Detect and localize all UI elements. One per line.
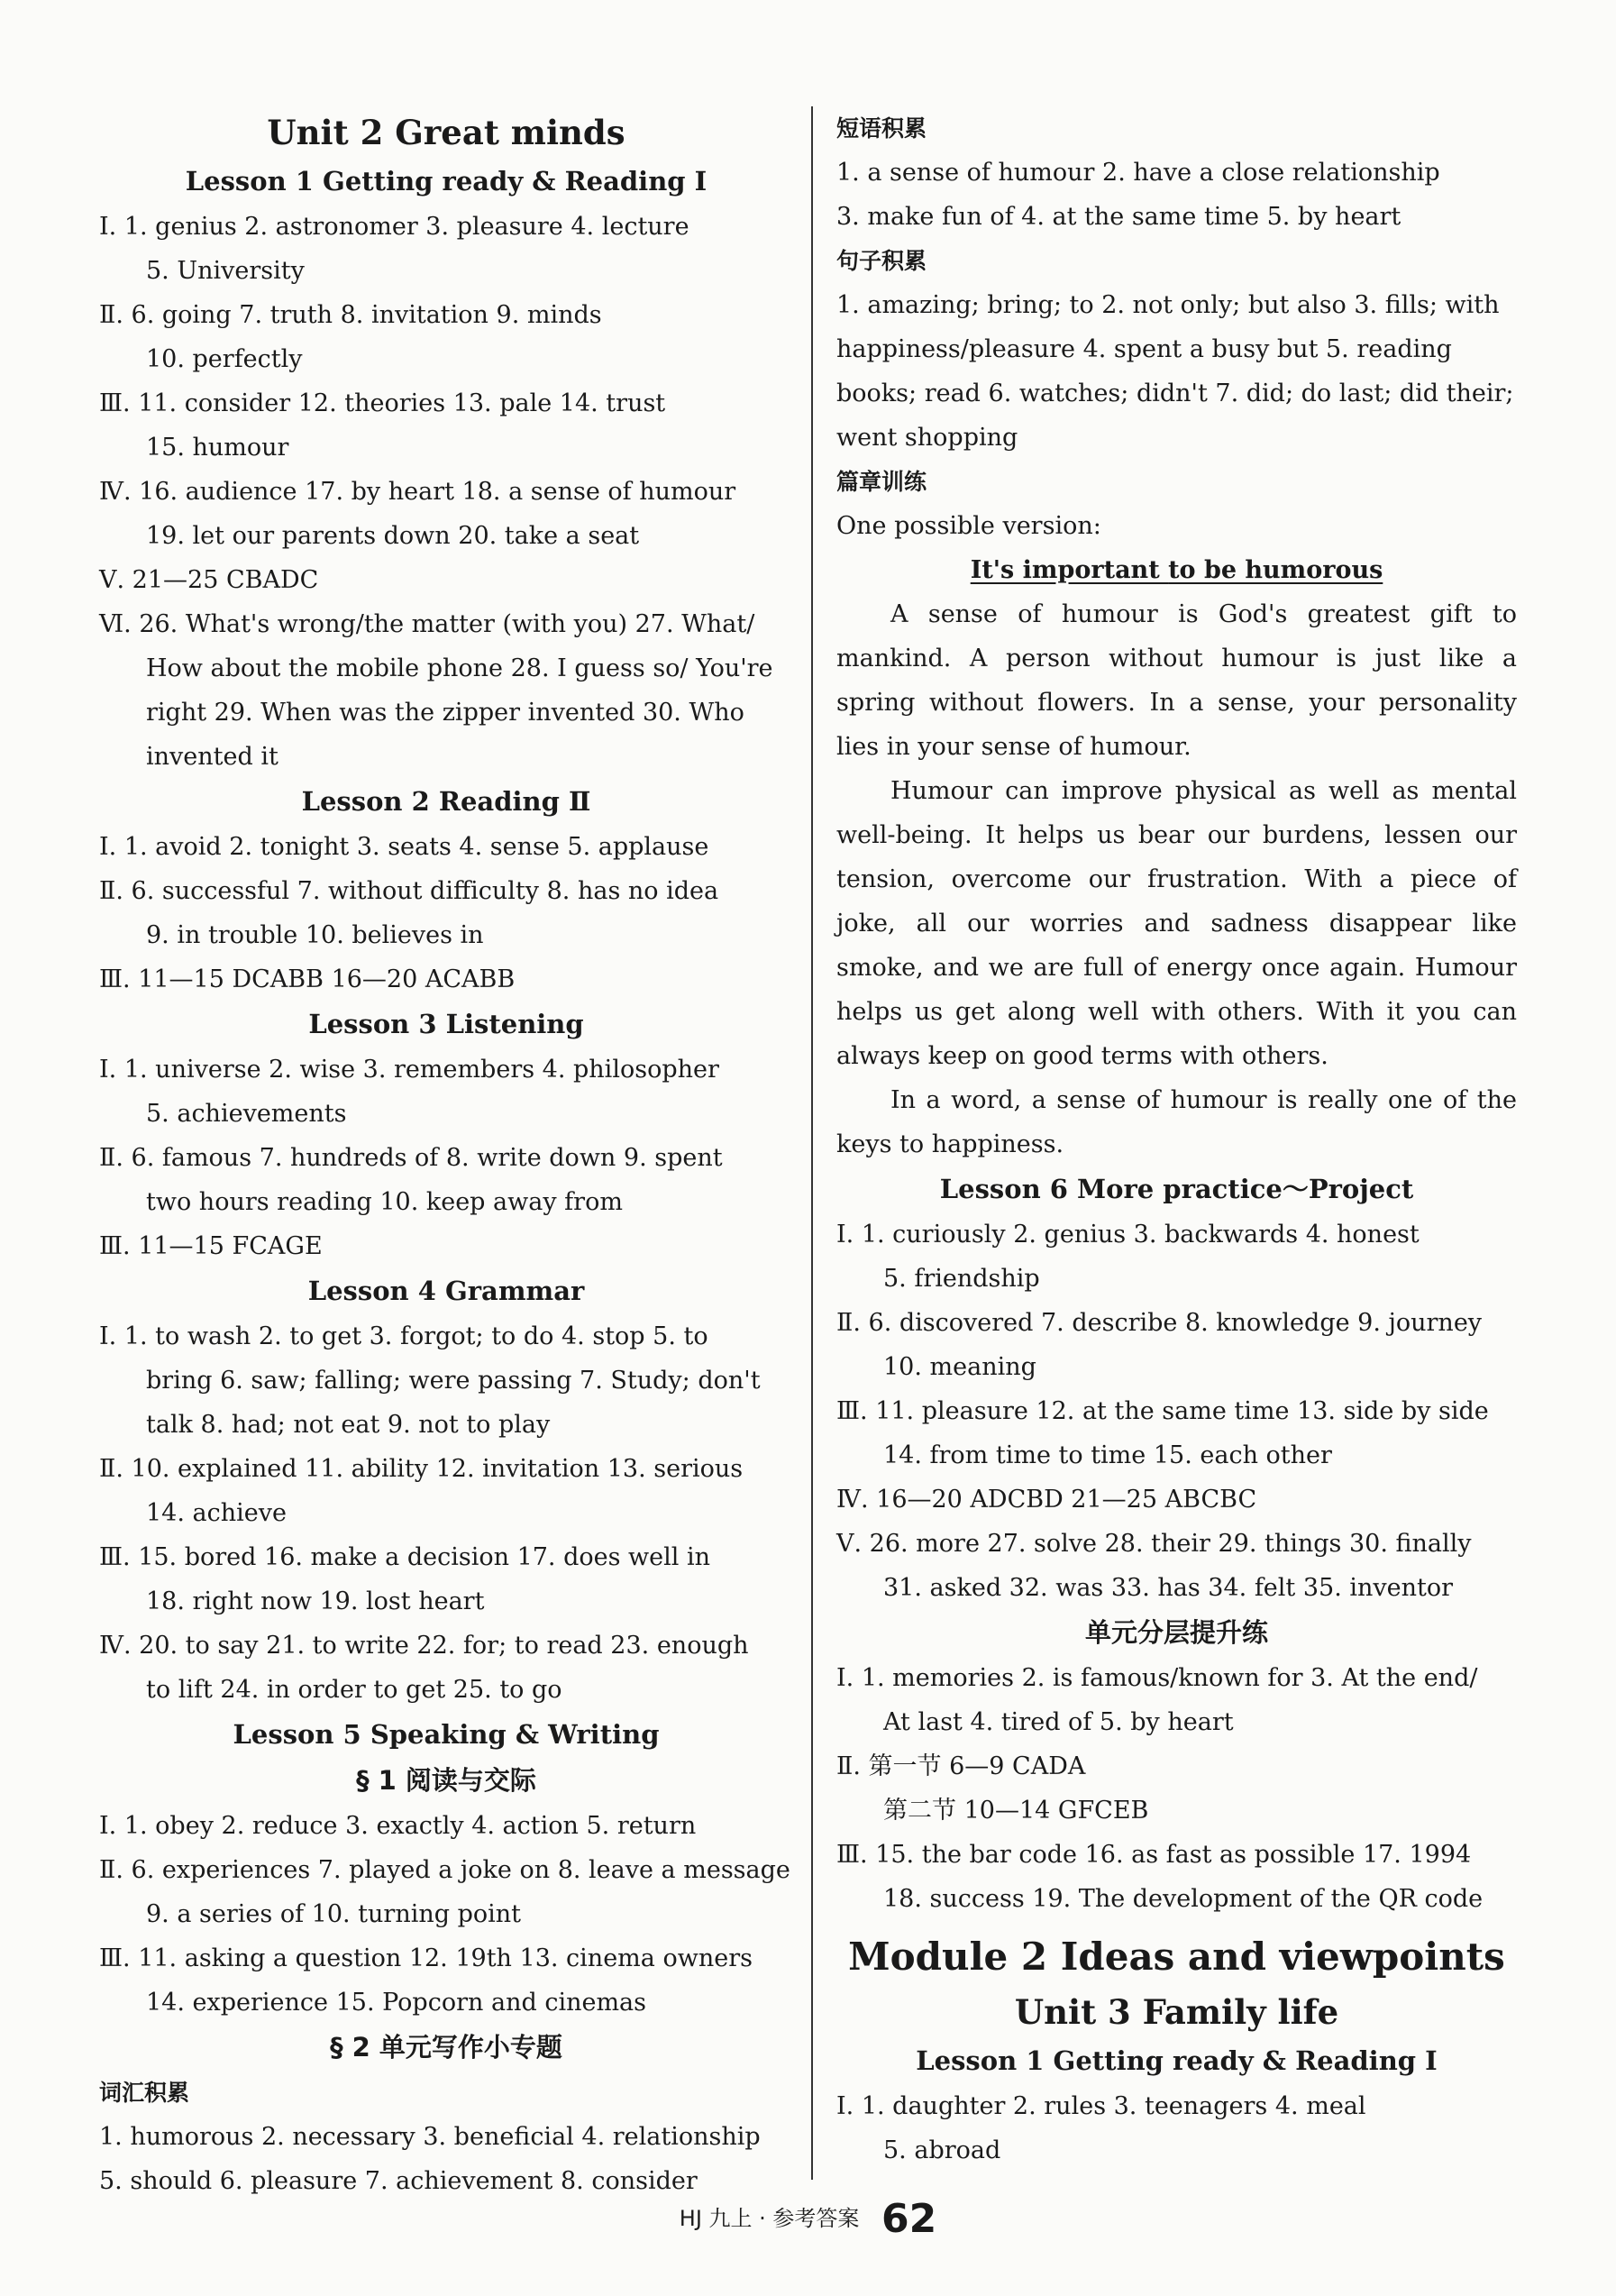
answer-line: went shopping: [836, 424, 1018, 452]
answer-line: 5. should 6. pleasure 7. achievement 8. consider: [99, 2167, 698, 2195]
answer-line: Ⅰ. 1. daughter 2. rules 3. teenagers 4. meal: [836, 2092, 1366, 2120]
essay-paragraph: Humour can improve physical as well as mental well-being. It helps us bear our burdens, lessen our tension, overcome our frustration. With a piece of joke, all our worries and sadness disappear like smoke, and we are full of energy once again. Humour helps us get along well with others. With it you can always keep on good terms with others.: [836, 777, 1517, 1070]
answer-line: Ⅲ. 15. the bar code 16. as fast as possible 17. 1994: [836, 1841, 1472, 1869]
essay-paragraph: In a word, a sense of humour is really one of the keys to happiness.: [836, 1086, 1517, 1158]
answer-line: Ⅱ. 第一节 6—9 CADA: [836, 1752, 1086, 1780]
answer-line: 1. amazing; bring; to 2. not only; but also 3. fills; with: [836, 291, 1500, 319]
lesson-6-answers: [836, 1212, 1517, 1610]
lesson-6-title: Lesson 6 More practice～Project: [939, 1174, 1414, 1204]
lesson-4-title: Lesson 4 Grammar: [307, 1276, 585, 1306]
answer-line: 14. from time to time 15. each other: [883, 1441, 1332, 1469]
unit-practice-title: 单元分层提升练: [1084, 1617, 1268, 1648]
answer-line: 31. asked 32. was 33. has 34. felt 35. inventor: [883, 1574, 1454, 1602]
essay-title: [836, 548, 1517, 592]
answer-line: Ⅳ. 16—20 ADCBD 21—25 ABCBC: [836, 1486, 1257, 1514]
sentence-heading: 句子积累: [836, 248, 927, 274]
answer-line: Ⅱ. 6. famous 7. hundreds of 8. write down 9. spent: [99, 1144, 723, 1172]
answer-line: Ⅳ. 20. to say 21. to write 22. for; to read 23. enough: [99, 1632, 749, 1660]
column-divider: [811, 106, 813, 2180]
answer-line: 18. right now 19. lost heart: [146, 1587, 485, 1615]
answer-line: 9. in trouble 10. believes in: [146, 921, 484, 949]
answer-line: 1. humorous 2. necessary 3. beneficial 4. relationship: [99, 2123, 761, 2151]
essay-paragraph: A sense of humour is God's greatest gift to mankind. A person without humour is just like a spring without flowers. In a sense, your personality lies in your sense of humour.: [836, 600, 1517, 761]
lesson-2-answers: [99, 825, 793, 1002]
answer-line: invented it: [146, 743, 278, 771]
answer-line: 14. experience 15. Popcorn and cinemas: [146, 1989, 647, 2017]
answer-line: Ⅰ. 1. to wash 2. to get 3. forgot; to do 4. stop 5. to: [99, 1322, 708, 1350]
answer-line: 第二节 10—14 GFCEB: [883, 1797, 1149, 1825]
essay-title-part-a: It's important: [970, 556, 1169, 584]
answer-line: Ⅰ. 1. genius 2. astronomer 3. pleasure 4. lecture: [99, 213, 689, 241]
footer-label: HJ 九上 · 参考答案: [679, 2206, 860, 2231]
answer-line: Ⅲ. 11—15 FCAGE: [99, 1232, 323, 1260]
page-number: 62: [881, 2196, 937, 2242]
lesson-3-title: Lesson 3 Listening: [308, 1009, 584, 1039]
answer-line: 14. achieve: [146, 1499, 287, 1527]
answer-line: 5. achievements: [146, 1100, 347, 1128]
vocab-answers: [99, 2115, 793, 2203]
answer-line: Ⅰ. 1. curiously 2. genius 3. backwards 4. honest: [836, 1221, 1420, 1249]
answer-line: How about the mobile phone 28. I guess so/ You're: [146, 654, 773, 682]
answer-line: bring 6. saw; falling; were passing 7. Study; don't: [146, 1367, 761, 1395]
unit-2-title: Unit 2 Great minds: [267, 113, 625, 152]
answer-line: 9. a series of 10. turning point: [146, 1900, 522, 1928]
lesson-3-answers: [99, 1047, 793, 1268]
page-footer: [0, 2196, 1616, 2241]
right-column: [836, 106, 1517, 2173]
answer-line: Ⅴ. 26. more 27. solve 28. their 29. things 30. finally: [836, 1530, 1472, 1558]
answer-line: 5. abroad: [883, 2136, 1001, 2164]
answer-line: Ⅲ. 15. bored 16. make a decision 17. does well in: [99, 1543, 711, 1571]
answer-line: happiness/pleasure 4. spent a busy but 5. reading: [836, 335, 1452, 363]
answer-line: 10. meaning: [883, 1353, 1036, 1381]
answer-line: two hours reading 10. keep away from: [146, 1188, 623, 1216]
lesson-5-title: Lesson 5 Speaking & Writing: [233, 1719, 660, 1750]
answer-line: Ⅱ. 6. successful 7. without difficulty 8. has no idea: [99, 877, 719, 905]
answer-line: At last 4. tired of 5. by heart: [883, 1708, 1234, 1736]
answer-line: Ⅲ. 11—15 DCABB 16—20 ACABB: [99, 965, 516, 993]
phrase-heading: 短语积累: [836, 115, 927, 142]
answer-line: Ⅱ. 10. explained 11. ability 12. invitation 13. serious: [99, 1455, 744, 1483]
answer-line: Ⅲ. 11. pleasure 12. at the same time 13. side by side: [836, 1397, 1489, 1425]
section-1-title: § 1 阅读与交际: [356, 1765, 536, 1796]
answer-line: Ⅰ. 1. obey 2. reduce 3. exactly 4. action 5. return: [99, 1812, 697, 1840]
lesson-4-answers: [99, 1314, 793, 1712]
vocab-heading: 词汇积累: [99, 2080, 190, 2106]
answer-line: right 29. When was the zipper invented 30. Who: [146, 699, 744, 727]
answer-line: 19. let our parents down 20. take a seat: [146, 522, 640, 550]
lesson-5-answers: [99, 1804, 793, 2025]
essay-heading: 篇章训练: [836, 469, 927, 495]
lesson-1-title: Lesson 1 Getting ready & Reading Ⅰ: [185, 166, 708, 197]
lesson-1-answers: [99, 205, 793, 779]
answer-line: Ⅱ. 6. experiences 7. played a joke on 8. leave a message: [99, 1856, 790, 1884]
essay-intro: One possible version:: [836, 512, 1101, 540]
section-2-title: § 2 单元写作小专题: [330, 2032, 562, 2063]
answer-line: Ⅵ. 26. What's wrong/the matter (with you) 27. What/: [99, 610, 755, 638]
module-2-title: Module 2 Ideas and viewpoints: [848, 1935, 1505, 1979]
answer-line: 1. a sense of humour 2. have a close relationship: [836, 159, 1440, 187]
left-column: [99, 106, 793, 2203]
unit-3-title: Unit 3 Family life: [1014, 1992, 1339, 2032]
essay-title-part-b: to be humorous: [1168, 556, 1383, 584]
unit-3-lesson-1-answers: [836, 2084, 1517, 2173]
answer-line: Ⅰ. 1. avoid 2. tonight 3. seats 4. sense 5. applause: [99, 833, 709, 861]
answer-line: Ⅲ. 11. consider 12. theories 13. pale 14. trust: [99, 389, 666, 417]
answer-line: 10. perfectly: [146, 345, 303, 373]
answer-line: Ⅱ. 6. discovered 7. describe 8. knowledge 9. journey: [836, 1309, 1483, 1337]
answer-line: talk 8. had; not eat 9. not to play: [146, 1411, 551, 1439]
answer-line: Ⅲ. 11. asking a question 12. 19th 13. cinema owners: [99, 1944, 753, 1972]
answer-line: 5. University: [146, 257, 305, 285]
unit-3-lesson-1-title: Lesson 1 Getting ready & Reading Ⅰ: [916, 2045, 1438, 2076]
answer-line: 15. humour: [146, 434, 289, 462]
answer-line: to lift 24. in order to get 25. to go: [146, 1676, 562, 1704]
answer-line: 5. friendship: [883, 1265, 1040, 1293]
answer-line: Ⅰ. 1. universe 2. wise 3. remembers 4. philosopher: [99, 1056, 719, 1084]
unit-practice-answers: [836, 1656, 1517, 1921]
answer-line: Ⅱ. 6. going 7. truth 8. invitation 9. minds: [99, 301, 602, 329]
answer-line: 18. success 19. The development of the QR code: [883, 1885, 1484, 1913]
answer-line: Ⅳ. 16. audience 17. by heart 18. a sense of humour: [99, 478, 736, 506]
answer-line: Ⅴ. 21—25 CBADC: [99, 566, 319, 594]
answer-line: 3. make fun of 4. at the same time 5. by heart: [836, 203, 1401, 231]
lesson-2-title: Lesson 2 Reading Ⅱ: [301, 786, 591, 817]
answer-line: books; read 6. watches; didn't 7. did; do last; did their;: [836, 380, 1514, 407]
answer-line: Ⅰ. 1. memories 2. is famous/known for 3. At the end/: [836, 1664, 1478, 1692]
